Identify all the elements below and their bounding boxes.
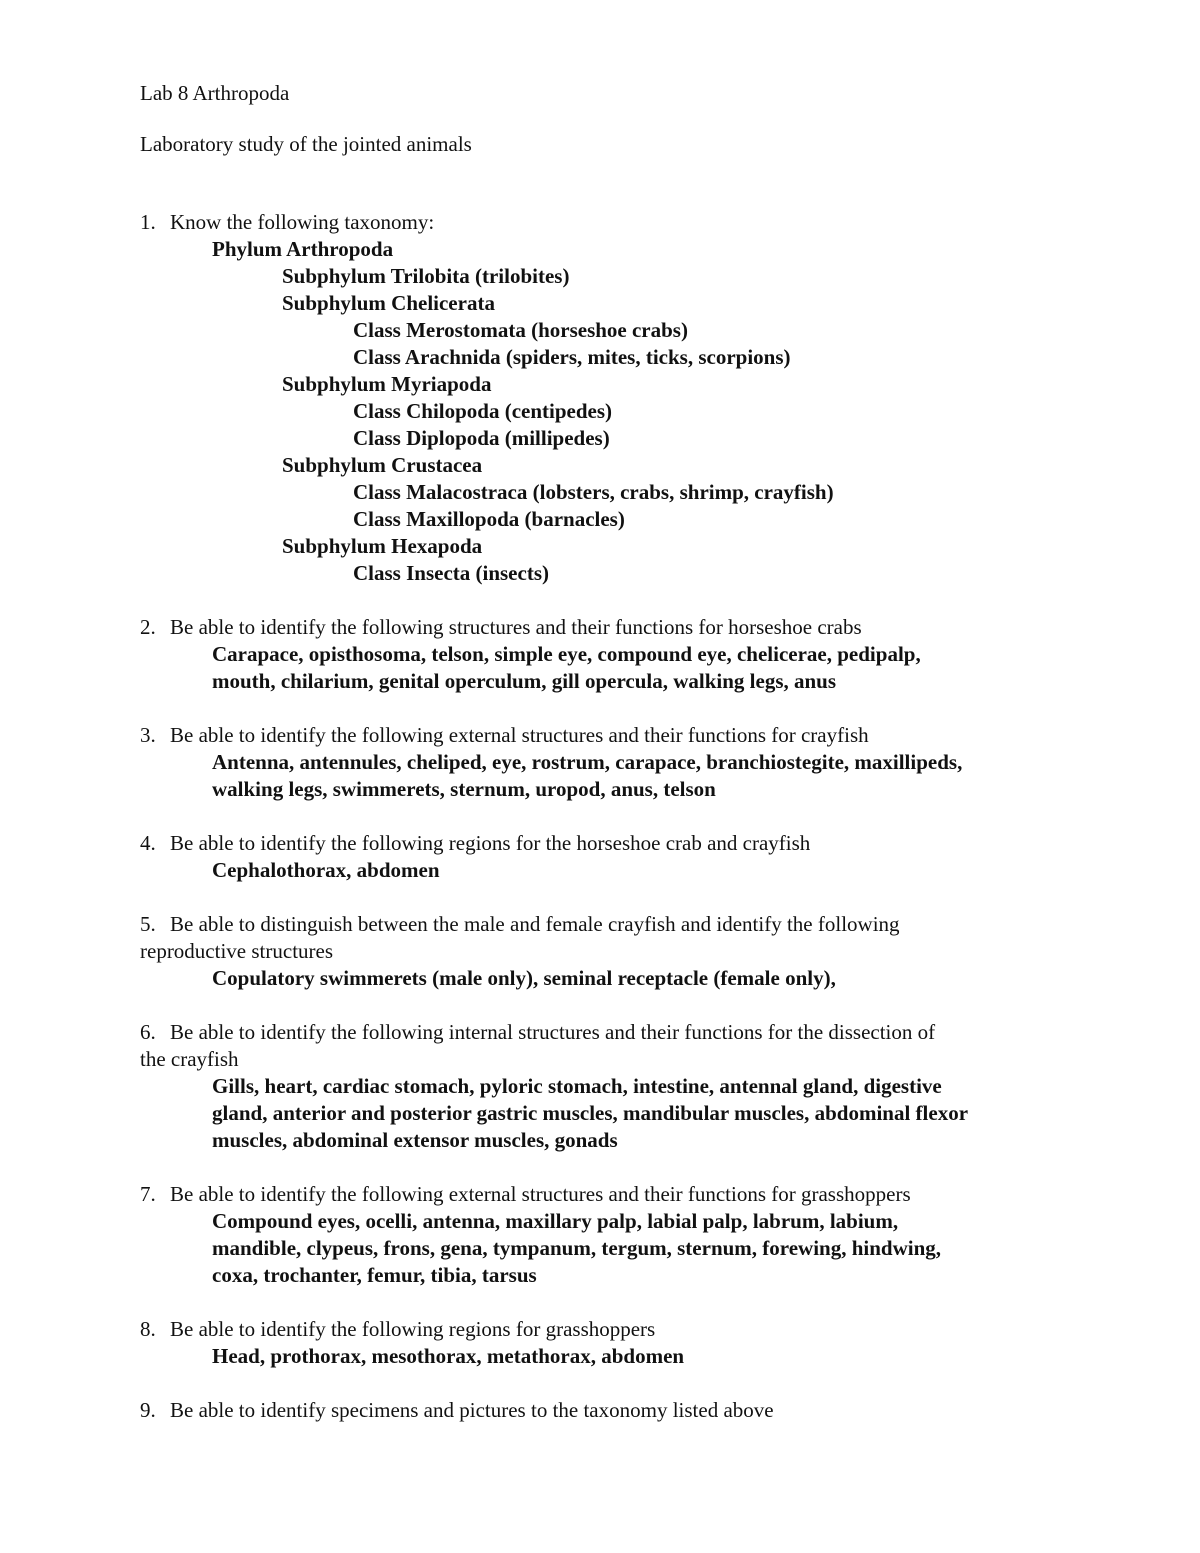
taxonomy-subphylum: Subphylum Chelicerata xyxy=(282,291,495,315)
structure-list xyxy=(140,1208,1080,1289)
taxonomy-class: Class Arachnida (spiders, mites, ticks, scorpions) xyxy=(353,345,791,369)
item-text: Be able to identify the following internal structures and their functions for the dissection of xyxy=(170,1020,936,1044)
structure-line: Compound eyes, ocelli, antenna, maxillary palp, labial palp, labrum, labium, xyxy=(212,1209,899,1233)
structure-line: Head, prothorax, mesothorax, metathorax, abdomen xyxy=(212,1344,685,1368)
item-text: Be able to distinguish between the male and female crayfish and identify the following xyxy=(170,912,900,936)
item-number: 6. xyxy=(140,1020,156,1044)
taxonomy-subphylum: Subphylum Trilobita (trilobites) xyxy=(282,264,570,288)
list-item xyxy=(140,911,1080,992)
taxonomy-class: Class Insecta (insects) xyxy=(353,561,549,585)
item-number: 1. xyxy=(140,210,156,234)
taxonomy-class: Class Malacostraca (lobsters, crabs, shrimp, crayfish) xyxy=(353,480,834,504)
structure-line: Cephalothorax, abdomen xyxy=(212,858,440,882)
item-heading xyxy=(140,911,1080,938)
item-heading xyxy=(140,1181,1080,1208)
item-heading xyxy=(140,614,1080,641)
list-item xyxy=(140,1019,1080,1154)
item-number: 7. xyxy=(140,1182,156,1206)
item-heading xyxy=(140,1019,1080,1046)
item-text-continuation: reproductive structures xyxy=(140,939,334,963)
structure-line: gland, anterior and posterior gastric muscles, mandibular muscles, abdominal flexor xyxy=(212,1101,969,1125)
list-item xyxy=(140,1397,1080,1424)
document-subtitle: Laboratory study of the jointed animals xyxy=(140,132,472,156)
structure-line: muscles, abdominal extensor muscles, gonads xyxy=(212,1128,618,1152)
structure-list xyxy=(140,1343,1080,1370)
structure-line: coxa, trochanter, femur, tibia, tarsus xyxy=(212,1263,537,1287)
taxonomy-tree xyxy=(140,236,1080,587)
item-text: Be able to identify specimens and pictures to the taxonomy listed above xyxy=(170,1398,774,1422)
taxonomy-class: Class Diplopoda (millipedes) xyxy=(353,426,610,450)
item-number: 5. xyxy=(140,912,156,936)
taxonomy-subphylum: Subphylum Hexapoda xyxy=(282,534,483,558)
structure-list xyxy=(140,965,1080,992)
item-heading xyxy=(140,1316,1080,1343)
structure-line: mandible, clypeus, frons, gena, tympanum, tergum, sternum, forewing, hindwing, xyxy=(212,1236,942,1260)
item-number: 8. xyxy=(140,1317,156,1341)
structure-list xyxy=(140,857,1080,884)
taxonomy-subphylum: Subphylum Myriapoda xyxy=(282,372,492,396)
list-item xyxy=(140,1316,1080,1370)
structure-line: mouth, chilarium, genital operculum, gill opercula, walking legs, anus xyxy=(212,669,837,693)
item-number: 3. xyxy=(140,723,156,747)
taxonomy-class: Class Chilopoda (centipedes) xyxy=(353,399,613,423)
item-text: Be able to identify the following external structures and their functions for grasshoppers xyxy=(170,1182,911,1206)
structure-line: Carapace, opisthosoma, telson, simple eye, compound eye, chelicerae, pedipalp, xyxy=(212,642,921,666)
item-number: 9. xyxy=(140,1398,156,1422)
item-text: Be able to identify the following regions for the horseshoe crab and crayfish xyxy=(170,831,811,855)
structure-line: Copulatory swimmerets (male only), seminal receptacle (female only), xyxy=(212,966,836,990)
item-number: 4. xyxy=(140,831,156,855)
list-item xyxy=(140,614,1080,695)
list-item xyxy=(140,722,1080,803)
item-text: Be able to identify the following regions for grasshoppers xyxy=(170,1317,656,1341)
requirements-list xyxy=(140,209,1080,1424)
item-heading xyxy=(140,722,1080,749)
taxonomy-phylum: Phylum Arthropoda xyxy=(212,237,394,261)
structure-line: walking legs, swimmerets, sternum, uropod, anus, telson xyxy=(212,777,716,801)
taxonomy-class: Class Maxillopoda (barnacles) xyxy=(353,507,625,531)
structure-line: Antenna, antennules, cheliped, eye, rostrum, carapace, branchiostegite, maxillipeds, xyxy=(212,750,963,774)
structure-list xyxy=(140,641,1080,695)
document-title: Lab 8 Arthropoda xyxy=(140,81,290,105)
document-page xyxy=(140,80,1080,1424)
list-item xyxy=(140,209,1080,587)
item-heading xyxy=(140,830,1080,857)
item-heading xyxy=(140,209,1080,236)
structure-list xyxy=(140,1073,1080,1154)
item-text: Be able to identify the following external structures and their functions for crayfish xyxy=(170,723,869,747)
item-number: 2. xyxy=(140,615,156,639)
list-item xyxy=(140,830,1080,884)
item-text: Be able to identify the following structures and their functions for horseshoe crabs xyxy=(170,615,862,639)
taxonomy-class: Class Merostomata (horseshoe crabs) xyxy=(353,318,688,342)
list-item xyxy=(140,1181,1080,1289)
structure-line: Gills, heart, cardiac stomach, pyloric stomach, intestine, antennal gland, digestive xyxy=(212,1074,942,1098)
item-heading xyxy=(140,1397,1080,1424)
structure-list xyxy=(140,749,1080,803)
item-text: Know the following taxonomy: xyxy=(170,210,435,234)
taxonomy-subphylum: Subphylum Crustacea xyxy=(282,453,483,477)
item-text-continuation: the crayfish xyxy=(140,1047,239,1071)
